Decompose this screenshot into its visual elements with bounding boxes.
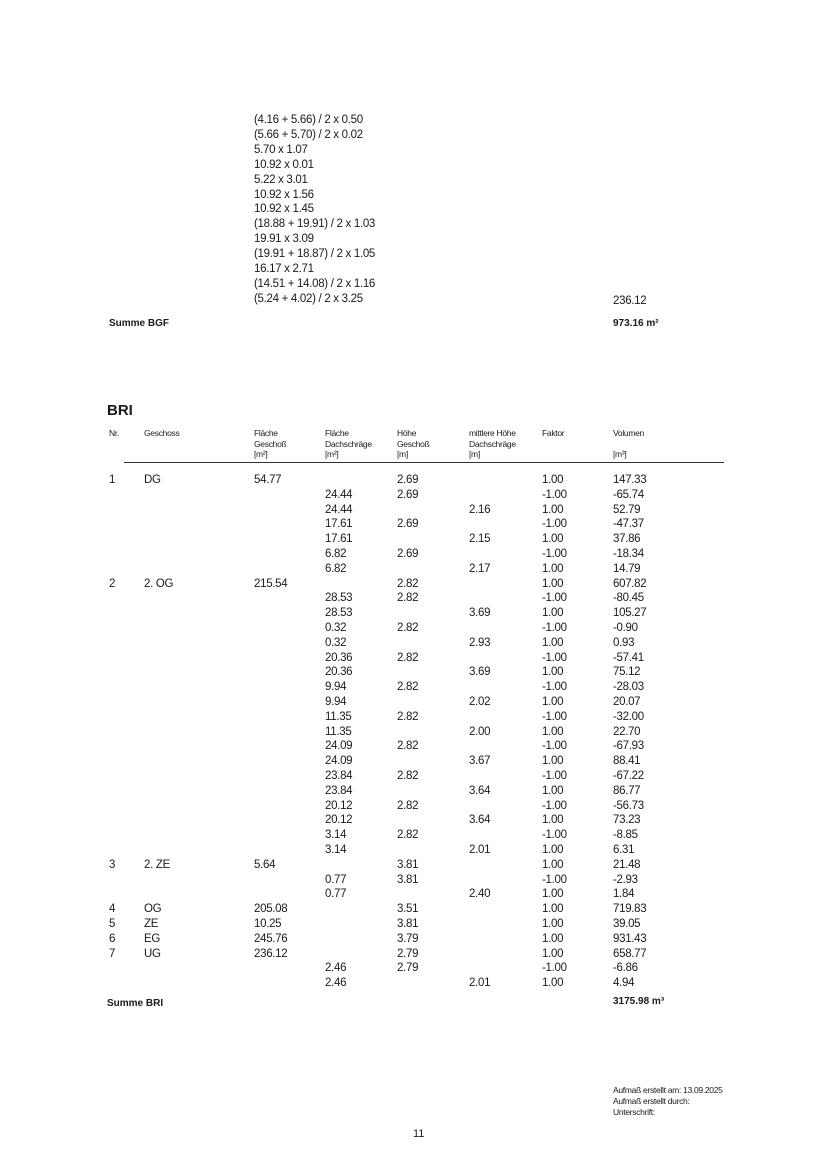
bri-sum-value: 3175.98 m³ <box>613 996 665 1007</box>
cell-nr: 6 <box>109 932 116 945</box>
cell-mittlere-hoehe: 2.93 <box>469 636 491 649</box>
cell-volumen: 658.77 <box>613 947 647 960</box>
cell-flaeche-dachschraege: 11.35 <box>325 710 352 723</box>
bgf-formula-line: (5.66 + 5.70) / 2 x 0.02 <box>254 128 363 141</box>
bgf-sum-value: 973.16 m² <box>613 318 659 329</box>
cell-faktor: 1.00 <box>542 888 564 901</box>
cell-flaeche-dachschraege: 11.35 <box>325 725 352 738</box>
cell-volumen: -67.93 <box>613 740 644 753</box>
cell-mittlere-hoehe: 2.00 <box>469 725 491 738</box>
cell-flaeche-geschoss: 205.08 <box>254 903 288 916</box>
cell-geschoss: UG <box>144 947 161 960</box>
cell-flaeche-dachschraege: 9.94 <box>325 681 347 694</box>
cell-volumen: -67.22 <box>613 770 644 782</box>
cell-volumen: -56.73 <box>613 799 644 812</box>
cell-geschoss: 2. OG <box>144 577 174 590</box>
cell-mittlere-hoehe: 2.02 <box>469 696 491 708</box>
bri-title: BRI <box>107 402 133 419</box>
cell-flaeche-dachschraege: 20.36 <box>325 651 353 664</box>
cell-volumen: 6.31 <box>613 844 635 856</box>
cell-volumen: -65.74 <box>613 488 644 501</box>
cell-flaeche-dachschraege: 23.84 <box>325 770 353 782</box>
cell-mittlere-hoehe: 3.67 <box>469 755 491 768</box>
cell-mittlere-hoehe: 3.64 <box>469 814 491 827</box>
header-geschoss: Geschoss <box>144 428 180 438</box>
cell-flaeche-dachschraege: 23.84 <box>325 784 353 797</box>
cell-volumen: -28.03 <box>613 681 644 694</box>
cell-faktor: 1.00 <box>542 503 564 516</box>
cell-faktor: 1.00 <box>542 947 564 960</box>
cell-hoehe-geschoss: 3.81 <box>397 873 419 886</box>
cell-faktor: -1.00 <box>542 740 567 753</box>
cell-volumen: -57.41 <box>613 651 644 664</box>
bgf-formula-line: (18.88 + 19.91) / 2 x 1.03 <box>254 218 376 231</box>
cell-flaeche-dachschraege: 9.94 <box>325 696 347 708</box>
cell-mittlere-hoehe: 2.17 <box>469 562 491 575</box>
cell-mittlere-hoehe: 3.69 <box>469 666 491 679</box>
cell-flaeche-dachschraege: 20.36 <box>325 666 353 679</box>
cell-volumen: 86.77 <box>613 784 641 797</box>
cell-volumen: 75.12 <box>613 666 641 679</box>
cell-hoehe-geschoss: 2.82 <box>397 681 419 694</box>
cell-faktor: -1.00 <box>542 962 567 975</box>
cell-faktor: 1.00 <box>542 696 564 708</box>
cell-geschoss: 2. ZE <box>144 858 170 871</box>
bgf-formula-line: 10.92 x 1.56 <box>254 188 314 201</box>
cell-volumen: 4.94 <box>613 977 635 990</box>
cell-faktor: -1.00 <box>542 651 567 664</box>
cell-nr: 4 <box>109 903 116 916</box>
cell-flaeche-geschoss: 5.64 <box>254 858 276 871</box>
cell-flaeche-dachschraege: 0.77 <box>325 873 347 886</box>
bgf-sum-label: Summe BGF <box>109 318 170 329</box>
cell-flaeche-dachschraege: 28.53 <box>325 607 353 620</box>
cell-mittlere-hoehe: 2.15 <box>469 533 491 546</box>
cell-hoehe-geschoss: 2.79 <box>397 962 419 975</box>
cell-nr: 2 <box>109 577 116 590</box>
cell-faktor: -1.00 <box>542 770 567 782</box>
cell-faktor: 1.00 <box>542 533 564 546</box>
cell-volumen: 22.70 <box>613 725 641 738</box>
cell-volumen: 1.84 <box>613 888 635 901</box>
cell-volumen: -6.86 <box>613 962 638 975</box>
bgf-formula-line: (14.51 + 14.08) / 2 x 1.16 <box>254 277 376 290</box>
cell-flaeche-dachschraege: 6.82 <box>325 562 347 575</box>
cell-volumen: 88.41 <box>613 755 641 768</box>
cell-faktor: 1.00 <box>542 903 564 916</box>
page-number: 11 <box>413 1128 425 1140</box>
cell-faktor: 1.00 <box>542 562 564 575</box>
cell-flaeche-dachschraege: 28.53 <box>325 592 353 605</box>
bgf-formula-line: (19.91 + 18.87) / 2 x 1.05 <box>254 248 376 261</box>
footer-created-date: Aufmaß erstellt am: 13.09.2025 <box>613 1085 723 1095</box>
cell-faktor: -1.00 <box>542 799 567 812</box>
cell-faktor: 1.00 <box>542 918 564 930</box>
cell-hoehe-geschoss: 3.81 <box>397 918 419 930</box>
bgf-formula-line: 5.22 x 3.01 <box>254 173 308 186</box>
cell-volumen: 719.83 <box>613 903 647 916</box>
footer-created-by: Aufmaß erstellt durch: <box>613 1096 690 1106</box>
cell-faktor: 1.00 <box>542 784 564 797</box>
cell-hoehe-geschoss: 2.69 <box>397 518 419 531</box>
cell-faktor: -1.00 <box>542 488 567 501</box>
cell-hoehe-geschoss: 2.82 <box>397 592 419 605</box>
cell-volumen: 931.43 <box>613 932 647 945</box>
cell-flaeche-geschoss: 54.77 <box>254 474 282 486</box>
cell-flaeche-dachschraege: 3.14 <box>325 844 347 856</box>
cell-hoehe-geschoss: 2.79 <box>397 947 419 960</box>
footer-signature: Unterschrift: <box>613 1107 655 1117</box>
cell-faktor: 1.00 <box>542 636 564 649</box>
cell-hoehe-geschoss: 2.82 <box>397 829 419 842</box>
cell-volumen: -47.37 <box>613 518 644 531</box>
cell-geschoss: DG <box>144 474 161 486</box>
cell-flaeche-dachschraege: 2.46 <box>325 977 347 990</box>
cell-flaeche-dachschraege: 0.77 <box>325 888 347 901</box>
cell-flaeche-geschoss: 215.54 <box>254 577 288 590</box>
header-flaeche-dachschraege: Fläche Dachschräge [m²] <box>325 428 372 459</box>
cell-flaeche-dachschraege: 24.44 <box>325 503 353 516</box>
bgf-formula-line: (5.24 + 4.02) / 2 x 3.25 <box>254 292 363 305</box>
cell-flaeche-dachschraege: 24.09 <box>325 755 353 768</box>
cell-flaeche-dachschraege: 17.61 <box>325 533 353 546</box>
header-hoehe-geschoss: Höhe Geschoß [m] <box>397 428 430 459</box>
bgf-formula-line: 19.91 x 3.09 <box>254 233 314 246</box>
cell-volumen: 73.23 <box>613 814 641 827</box>
cell-hoehe-geschoss: 2.82 <box>397 710 419 723</box>
cell-volumen: 0.93 <box>613 636 635 649</box>
header-faktor: Faktor <box>542 428 565 438</box>
cell-volumen: 20.07 <box>613 696 641 708</box>
cell-hoehe-geschoss: 2.82 <box>397 770 419 782</box>
bgf-formula-line: 16.17 x 2.71 <box>254 263 314 275</box>
cell-volumen: -8.85 <box>613 829 638 842</box>
cell-volumen: -80.45 <box>613 592 644 605</box>
cell-flaeche-dachschraege: 2.46 <box>325 962 347 975</box>
cell-flaeche-dachschraege: 20.12 <box>325 799 353 812</box>
cell-volumen: 147.33 <box>613 474 647 486</box>
bgf-subtotal: 236.12 <box>613 295 647 307</box>
cell-volumen: 37.86 <box>613 533 641 546</box>
cell-faktor: -1.00 <box>542 710 567 723</box>
cell-flaeche-geschoss: 245.76 <box>254 932 288 945</box>
cell-hoehe-geschoss: 2.69 <box>397 474 419 486</box>
cell-volumen: -18.34 <box>613 548 644 560</box>
header-mittlere-hoehe: mittlere Höhe Dachschräge [m] <box>469 428 516 459</box>
cell-faktor: -1.00 <box>542 873 567 886</box>
cell-faktor: 1.00 <box>542 666 564 679</box>
cell-volumen: -2.93 <box>613 873 638 886</box>
bgf-formula-line: 5.70 x 1.07 <box>254 143 308 156</box>
cell-geschoss: ZE <box>144 918 159 930</box>
cell-flaeche-dachschraege: 24.44 <box>325 488 353 501</box>
bgf-formula-line: 10.92 x 1.45 <box>254 203 314 216</box>
bri-sum-label: Summe BRI <box>107 998 164 1009</box>
cell-faktor: 1.00 <box>542 725 564 738</box>
cell-nr: 3 <box>109 858 116 871</box>
cell-volumen: 14.79 <box>613 562 641 575</box>
cell-volumen: -32.00 <box>613 710 644 723</box>
cell-faktor: 1.00 <box>542 844 564 856</box>
cell-faktor: -1.00 <box>542 829 567 842</box>
cell-mittlere-hoehe: 3.69 <box>469 607 491 620</box>
cell-flaeche-geschoss: 10.25 <box>254 918 282 930</box>
cell-flaeche-dachschraege: 0.32 <box>325 622 347 634</box>
cell-faktor: -1.00 <box>542 622 567 634</box>
cell-faktor: 1.00 <box>542 814 564 827</box>
cell-faktor: 1.00 <box>542 932 564 945</box>
cell-faktor: 1.00 <box>542 577 564 590</box>
bgf-formula-line: 10.92 x 0.01 <box>254 158 314 171</box>
header-divider <box>124 462 724 463</box>
cell-faktor: 1.00 <box>542 977 564 990</box>
cell-faktor: 1.00 <box>542 607 564 620</box>
cell-hoehe-geschoss: 2.82 <box>397 799 419 812</box>
cell-mittlere-hoehe: 2.01 <box>469 844 491 856</box>
cell-volumen: -0.90 <box>613 622 638 634</box>
cell-faktor: -1.00 <box>542 548 567 560</box>
cell-faktor: -1.00 <box>542 681 567 694</box>
cell-flaeche-dachschraege: 3.14 <box>325 829 347 842</box>
cell-faktor: -1.00 <box>542 518 567 531</box>
cell-faktor: 1.00 <box>542 474 564 486</box>
cell-hoehe-geschoss: 2.82 <box>397 577 419 590</box>
cell-flaeche-dachschraege: 17.61 <box>325 518 353 531</box>
cell-hoehe-geschoss: 2.82 <box>397 622 419 634</box>
bgf-formula-line: (4.16 + 5.66) / 2 x 0.50 <box>254 114 363 126</box>
cell-flaeche-geschoss: 236.12 <box>254 947 288 960</box>
cell-flaeche-dachschraege: 20.12 <box>325 814 353 827</box>
cell-mittlere-hoehe: 3.64 <box>469 784 491 797</box>
cell-faktor: -1.00 <box>542 592 567 605</box>
cell-volumen: 52.79 <box>613 503 641 516</box>
cell-hoehe-geschoss: 2.82 <box>397 651 419 664</box>
cell-hoehe-geschoss: 3.79 <box>397 932 419 945</box>
cell-faktor: 1.00 <box>542 755 564 768</box>
cell-mittlere-hoehe: 2.01 <box>469 977 491 990</box>
header-flaeche-geschoss: Fläche Geschoß [m²] <box>254 428 287 459</box>
cell-faktor: 1.00 <box>542 858 564 871</box>
cell-mittlere-hoehe: 2.16 <box>469 503 491 516</box>
cell-nr: 5 <box>109 918 116 930</box>
cell-geschoss: OG <box>144 903 162 916</box>
cell-geschoss: EG <box>144 932 161 945</box>
cell-volumen: 105.27 <box>613 607 647 620</box>
cell-nr: 1 <box>109 474 116 486</box>
cell-hoehe-geschoss: 2.69 <box>397 488 419 501</box>
header-nr: Nr. <box>109 428 119 438</box>
cell-mittlere-hoehe: 2.40 <box>469 888 491 901</box>
cell-hoehe-geschoss: 3.51 <box>397 903 419 916</box>
header-volumen: Volumen [m³] <box>613 428 644 459</box>
cell-volumen: 607.82 <box>613 577 647 590</box>
cell-volumen: 39.05 <box>613 918 641 930</box>
cell-flaeche-dachschraege: 24.09 <box>325 740 353 753</box>
cell-hoehe-geschoss: 2.82 <box>397 740 419 753</box>
cell-volumen: 21.48 <box>613 858 641 871</box>
cell-hoehe-geschoss: 3.81 <box>397 858 419 871</box>
cell-nr: 7 <box>109 947 116 960</box>
cell-flaeche-dachschraege: 0.32 <box>325 636 347 649</box>
cell-flaeche-dachschraege: 6.82 <box>325 548 347 560</box>
cell-hoehe-geschoss: 2.69 <box>397 548 419 560</box>
